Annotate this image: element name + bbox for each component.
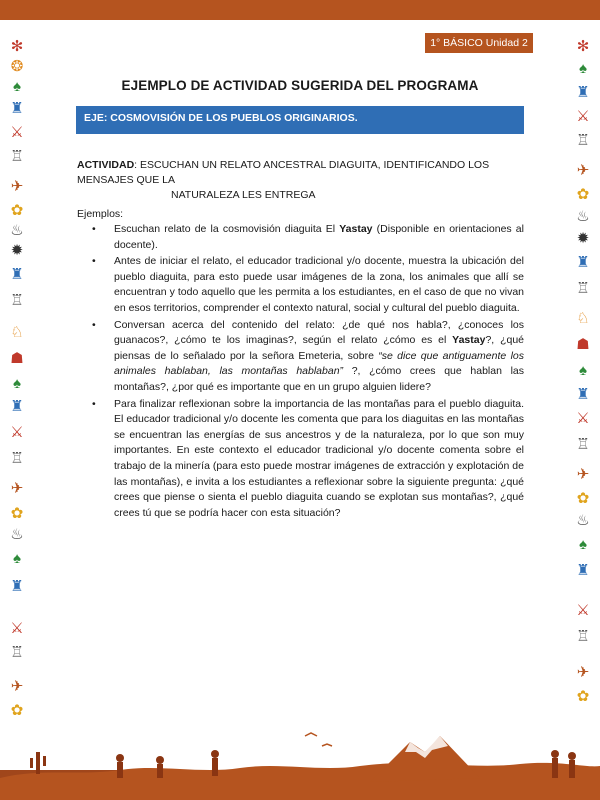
fox-icon: ⚔: [576, 602, 590, 619]
totem-icon: ♖: [10, 292, 24, 309]
cactus-arm: [30, 758, 33, 768]
bird-icon: ♠: [579, 60, 587, 77]
item-text: ?, ¿cómo crees que hablan las montañas?, ¿por qué es importante que en un grupo alguien lidere?: [114, 365, 525, 393]
item-bold-text: Yastay: [339, 223, 373, 235]
examples-list: [90, 222, 524, 522]
footer-landscape-illustration: [0, 718, 600, 800]
item-bold-text: Yastay: [452, 334, 486, 347]
footer-hills: [0, 763, 600, 800]
flower-icon: ✻: [576, 38, 590, 55]
figure-icon: ♜: [10, 266, 24, 283]
person-body: [157, 764, 163, 778]
activity-block: [77, 158, 537, 203]
flower-icon: ✿: [10, 202, 24, 219]
pottery-icon: ♨: [10, 526, 24, 543]
cactus-icon: [36, 752, 40, 774]
totem-icon: ♖: [576, 280, 590, 297]
flower-icon: ✻: [10, 38, 24, 55]
fox-icon: ⚔: [10, 620, 24, 637]
person-body: [212, 758, 218, 776]
person-icon: [551, 750, 559, 758]
totem-icon: ♖: [576, 628, 590, 645]
list-item: [90, 397, 524, 522]
bird-icon: ♠: [13, 550, 21, 567]
sun-icon: ✹: [10, 242, 24, 259]
condor-icon: ✈: [10, 480, 24, 497]
eje-banner: [76, 106, 524, 134]
fox-icon: ⚔: [10, 124, 24, 141]
mask-icon: ☗: [576, 336, 590, 353]
figure-icon: ♜: [576, 84, 590, 101]
person-body: [117, 762, 123, 778]
condor-icon: ✈: [576, 466, 590, 483]
mask-icon: ☗: [10, 350, 24, 367]
list-item: [90, 318, 524, 396]
figure-icon: ♜: [576, 386, 590, 403]
item-text: Conversan acerca del contenido del relato: ¿de qué nos habla?, ¿conoces los guanacos?, ¿cómo te los imaginas?, según el relato ¿cómo es el: [114, 318, 524, 347]
item-text: ?, ¿qué piensas de lo señalado por la señora Emeteria, sobre: [114, 334, 525, 362]
top-bar: [0, 0, 600, 20]
condor-icon: ✈: [10, 178, 24, 195]
fox-icon: ⚔: [576, 108, 590, 125]
flower-icon: ✿: [10, 505, 24, 522]
activity-line-1: : ESCUCHAN UN RELATO ANCESTRAL DIAGUITA, IDENTIFICANDO LOS MENSAJES QUE LA: [77, 159, 490, 186]
person-icon: [211, 750, 219, 758]
right-decorative-border: [568, 30, 598, 720]
llama-icon: ♘: [10, 324, 24, 341]
bullet-icon: •: [92, 318, 96, 331]
llama-icon: ♘: [576, 310, 590, 327]
left-decorative-border: [2, 30, 32, 720]
totem-icon: ♖: [10, 644, 24, 661]
page-title: EJEMPLO DE ACTIVIDAD SUGERIDA DEL PROGRAMA: [121, 78, 479, 93]
item-text: (Disponible en orientaciones al docente).: [114, 223, 524, 251]
flower-icon: ✿: [10, 702, 24, 719]
totem-icon: ♖: [576, 132, 590, 149]
condor-icon: ✈: [576, 162, 590, 179]
sun-icon: ❂: [10, 58, 24, 75]
figure-icon: ♜: [10, 578, 24, 595]
bullet-icon: •: [92, 223, 96, 235]
list-item: [90, 254, 524, 316]
bird-icon: ♠: [579, 362, 587, 379]
figure-icon: ♜: [576, 254, 590, 271]
figure-icon: ♜: [10, 100, 24, 117]
bullet-icon: •: [92, 255, 96, 268]
item-text: Escuchan relato de la cosmovisión diaguita El: [114, 223, 340, 235]
pottery-icon: ♨: [576, 208, 590, 225]
person-icon: [116, 754, 124, 762]
sun-icon: ✹: [576, 230, 590, 247]
bird-icon: ♠: [579, 536, 587, 553]
cactus-arm: [43, 756, 46, 766]
item-text: Para finalizar reflexionan sobre la importancia de las montañas para el pueblo diaguita. El educador tradicional y/o docente les comenta que para los diaguitas en las montañas se encuentran las energías de sus ancestros y de la naturaleza, por lo que son muy importantes. En este contexto el educador tradicional y/o docente comenta sobre el trabajo de la minería (para esto puede mostrar imágenes de extracción y explotación de las montañas), e invita a los estudiantes a reflexionar sobre la siguiente pregunta: ¿qué crees que piense o sienta el pueblo diaguita cuando se explotan sus montañas?, ¿qué crees tú que se podría hacer con esta situación?: [114, 397, 524, 519]
condor-icon: ✈: [576, 664, 590, 681]
bird-flying-icon: [322, 744, 332, 746]
list-item: [90, 222, 524, 253]
figure-icon: ♜: [10, 398, 24, 415]
bird-flying-icon: [305, 733, 317, 736]
bird-icon: ♠: [13, 78, 21, 95]
person-body: [569, 760, 575, 778]
flower-icon: ✿: [576, 490, 590, 507]
pottery-icon: ♨: [576, 512, 590, 529]
person-icon: [568, 752, 576, 760]
person-body: [552, 758, 558, 778]
activity-label: ACTIVIDAD: [77, 159, 135, 171]
item-italic-quote: “se dice que antiguamente los animales hablaban, las montañas hablaban”: [114, 349, 524, 378]
examples-label: Ejemplos:: [77, 208, 124, 220]
bird-icon: ♠: [13, 375, 21, 392]
mountain-icon: [370, 736, 480, 782]
activity-line-2: NATURALEZA LES ENTREGA: [171, 189, 316, 201]
totem-icon: ♖: [10, 148, 24, 165]
fox-icon: ⚔: [576, 410, 590, 427]
pottery-icon: ♨: [10, 222, 24, 239]
unit-badge: 1° BÁSICO Unidad 2: [425, 33, 533, 53]
person-icon: [156, 756, 164, 764]
flower-icon: ✿: [576, 688, 590, 705]
totem-icon: ♖: [576, 436, 590, 453]
item-text: Antes de iniciar el relato, el educador tradicional y/o docente, muestra la ubicación del pueblo diaguita, para esto puede usar imágenes de la zona, los animales que allí se encuentran y todo aquello que les permita a los estudiantes, en el caso de que no vivan en esos territorios, comprender el contexto natural, social y cultural del pueblo diaguita.: [114, 255, 524, 314]
totem-icon: ♖: [10, 450, 24, 467]
flower-icon: ✿: [576, 186, 590, 203]
fox-icon: ⚔: [10, 424, 24, 441]
bullet-icon: •: [92, 397, 96, 410]
eje-label: EJE: COSMOVISIÓN DE LOS PUEBLOS ORIGINARIOS.: [84, 112, 358, 124]
condor-icon: ✈: [10, 678, 24, 695]
figure-icon: ♜: [576, 562, 590, 579]
